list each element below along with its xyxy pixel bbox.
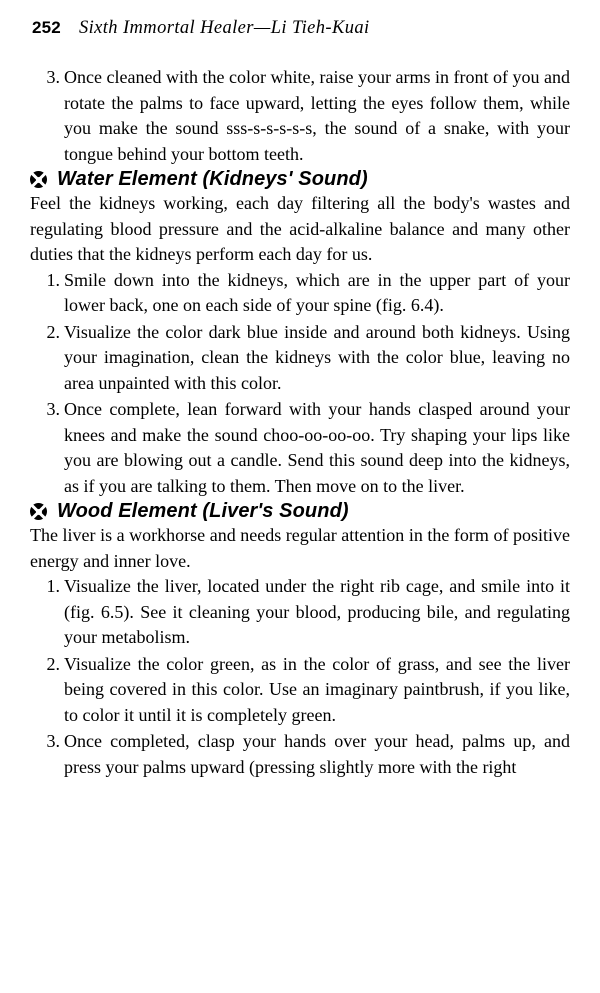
intro-step-list	[30, 65, 570, 167]
sun-burst-icon	[30, 171, 47, 188]
list-item	[30, 729, 570, 780]
list-item	[30, 320, 570, 397]
running-head	[32, 18, 570, 39]
list-item	[30, 65, 570, 167]
list-item-text: Visualize the color dark blue inside and around both kidneys. Using your imagination, clean the kidneys with the color blue, leaving no area unpainted with this color.	[64, 321, 570, 393]
list-item-number: 2.	[46, 321, 60, 342]
list-item-text: Visualize the color green, as in the color of grass, and see the liver being covered in this color. Use an imaginary paintbrush, if you like, to color it until it is completely green.	[64, 653, 570, 725]
section-paragraph-wood: The liver is a workhorse and needs regular attention in the form of positive energy and inner love.	[30, 525, 570, 571]
section-heading-label: Wood Element (Liver's Sound)	[57, 500, 349, 522]
list-item-number: 2.	[46, 653, 60, 674]
list-item-number: 3.	[46, 731, 60, 751]
list-item	[30, 268, 570, 319]
section-heading-water	[30, 168, 570, 191]
list-item-number: 1.	[46, 269, 60, 290]
step-list-wood	[30, 574, 570, 780]
list-item-text: Visualize the liver, located under the right rib cage, and smile into it (fig. 6.5). See it cleaning your blood, producing bile, and regulating your metabolism.	[64, 576, 570, 647]
section-paragraph-water: Feel the kidneys working, each day filtering all the body's wastes and regulating blood pressure and the acid-alkaline balance and many other duties that the kidneys perform each day for us.	[30, 193, 570, 264]
list-item-number: 3.	[46, 399, 60, 419]
list-item-text: Once completed, clasp your hands over your head, palms up, and press your palms upward (pressing slightly more with the right	[64, 731, 570, 777]
list-item-number: 3.	[46, 67, 60, 87]
list-item	[30, 574, 570, 651]
chapter-title: Sixth Immortal Healer—Li Tieh-Kuai	[78, 18, 370, 38]
list-item-text: Once cleaned with the color white, raise your arms in front of you and rotate the palms to face upward, letting the eyes follow them, while you make the sound sss-s-s-s-s-s, the sound of a snake, with your tongue behind your bottom teeth.	[64, 67, 570, 164]
section-heading-wood	[30, 500, 570, 523]
list-item	[30, 397, 570, 499]
page-number: 252	[32, 18, 61, 37]
step-list-water	[30, 268, 570, 500]
sun-burst-icon	[30, 503, 47, 520]
list-item	[30, 652, 570, 729]
list-item-text: Once complete, lean forward with your hands clasped around your knees and make the sound choo-oo-oo-oo. Try shaping your lips like you are blowing out a candle. Send this sound deep into the kidneys, as if you are talking to them. Then move on to the liver.	[64, 399, 570, 496]
list-item-text: Smile down into the kidneys, which are in the upper part of your lower back, one on each side of your spine (fig. 6.4).	[64, 269, 570, 315]
list-item-number: 1.	[46, 576, 60, 596]
section-heading-label: Water Element (Kidneys' Sound)	[57, 168, 368, 190]
